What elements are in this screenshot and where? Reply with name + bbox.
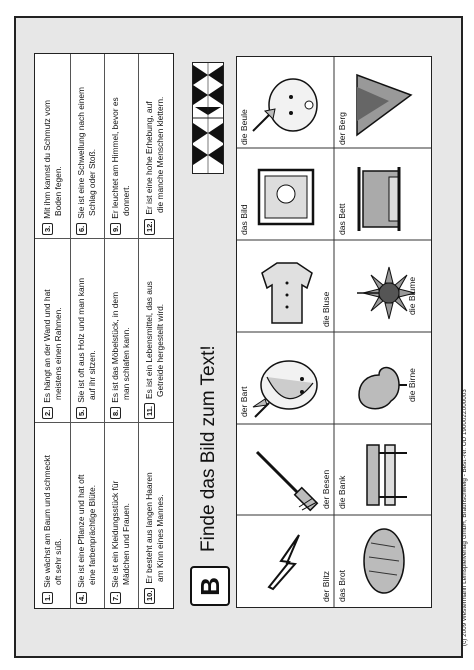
clue-2 — [42, 289, 63, 419]
clue-text: am Kinn eines Mannes. — [155, 494, 166, 582]
picture-label: das Brot — [337, 569, 347, 602]
clue-number: 3. — [42, 223, 53, 235]
clue-text: Es ist das Möbelstück, in dem — [110, 291, 120, 403]
clue-number: 5. — [76, 407, 87, 419]
clue-number: 2. — [42, 407, 53, 419]
framed-picture-icon — [251, 162, 321, 232]
copyright-footer: (c) 2009 Westermann Lernspielverlag GmbH, Braunschweig - Best.-Nr. OD 190002Z000003 — [461, 389, 468, 646]
lightning-icon — [259, 527, 319, 597]
clue-number: 9. — [110, 223, 121, 235]
clue-number: 10. — [144, 588, 155, 604]
clue-text: man schlafen kann. — [121, 327, 132, 400]
clue-text: Er ist eine hohe Erhebung, auf — [144, 101, 154, 215]
picture-label: die Blume — [407, 276, 417, 315]
clue-text: Mädchen und Frauen. — [121, 503, 132, 585]
clue-4 — [76, 475, 97, 604]
clue-text: Mit ihm kannst du Schmutz vom — [42, 100, 52, 219]
clue-number: 4. — [76, 592, 87, 604]
clue-7 — [110, 481, 131, 604]
clue-3 — [42, 100, 63, 235]
puzzle-strip-graphic — [192, 62, 224, 174]
section-letter-box — [190, 566, 230, 606]
blouse-icon — [247, 253, 327, 333]
clue-number: 1. — [42, 592, 53, 604]
clue-text: auf ihr sitzen. — [87, 350, 98, 400]
clue-11 — [144, 281, 165, 419]
picture-grid — [236, 56, 432, 608]
clue-12 — [144, 97, 165, 235]
picture-label: das Bett — [337, 203, 347, 235]
clue-text: Er besteht aus langen Haaren — [144, 472, 154, 584]
clue-text: Es ist ein Lebensmittel, das aus — [144, 281, 154, 399]
section-letter: B — [194, 576, 225, 596]
picture-label: die Bank — [337, 475, 347, 509]
clue-number: 8. — [110, 407, 121, 419]
clue-text: oft sehr süß. — [53, 538, 64, 585]
clue-number: 11. — [144, 403, 155, 419]
broom-icon — [247, 442, 327, 522]
clue-text: die manche Menschen klettern. — [155, 96, 166, 213]
page-title: Finde das Bild zum Text! — [198, 345, 219, 552]
picture-label: das Bild — [239, 204, 249, 235]
clue-text: Sie ist eine Pflanze und hat oft — [76, 474, 86, 588]
clue-5 — [76, 278, 97, 419]
clue-text: meistens einen Rahmen. — [53, 307, 64, 400]
picture-label: die Bluse — [321, 291, 331, 327]
picture-label: die Birne — [407, 368, 417, 402]
bread-icon — [349, 521, 419, 601]
clue-6 — [76, 87, 97, 235]
clue-8 — [110, 292, 131, 419]
picture-label: der Blitz — [321, 570, 331, 602]
clue-text: donnert. — [121, 185, 132, 216]
clue-text: Er leuchtet am Himmel, bevor es — [110, 97, 120, 219]
picture-label: die Beule — [239, 109, 249, 145]
picture-label: der Bart — [239, 386, 249, 417]
clue-1 — [42, 455, 63, 604]
clue-text: Sie ist eine Schwellung nach einem — [76, 86, 86, 219]
clue-number: 6. — [76, 223, 87, 235]
clue-text: Boden fegen. — [53, 166, 64, 216]
picture-label: der Berg — [337, 112, 347, 145]
clue-number: 7. — [110, 592, 121, 604]
clue-text: eine farbenprächtige Blüte. — [87, 484, 98, 585]
clue-number: 12. — [144, 219, 155, 235]
clue-text: Getreide hergestellt wird. — [155, 303, 166, 397]
bump-head-icon — [247, 65, 327, 145]
clue-9 — [110, 97, 131, 235]
clue-text: Sie wächst am Baum und schmeckt — [42, 455, 52, 588]
clue-text: Es hängt an der Wand und hat — [42, 289, 52, 403]
clue-text: Schlag oder Stoß. — [87, 148, 98, 216]
clue-text: Sie ist ein Kleidungsstück für — [110, 480, 120, 588]
picture-label: der Besen — [321, 469, 331, 509]
bed-icon — [349, 159, 419, 239]
beard-face-icon — [247, 347, 327, 427]
bench-icon — [349, 435, 419, 515]
clue-text: Sie ist oft aus Holz und man kann — [76, 277, 86, 403]
clue-10 — [144, 472, 165, 604]
mountain-icon — [349, 65, 419, 145]
